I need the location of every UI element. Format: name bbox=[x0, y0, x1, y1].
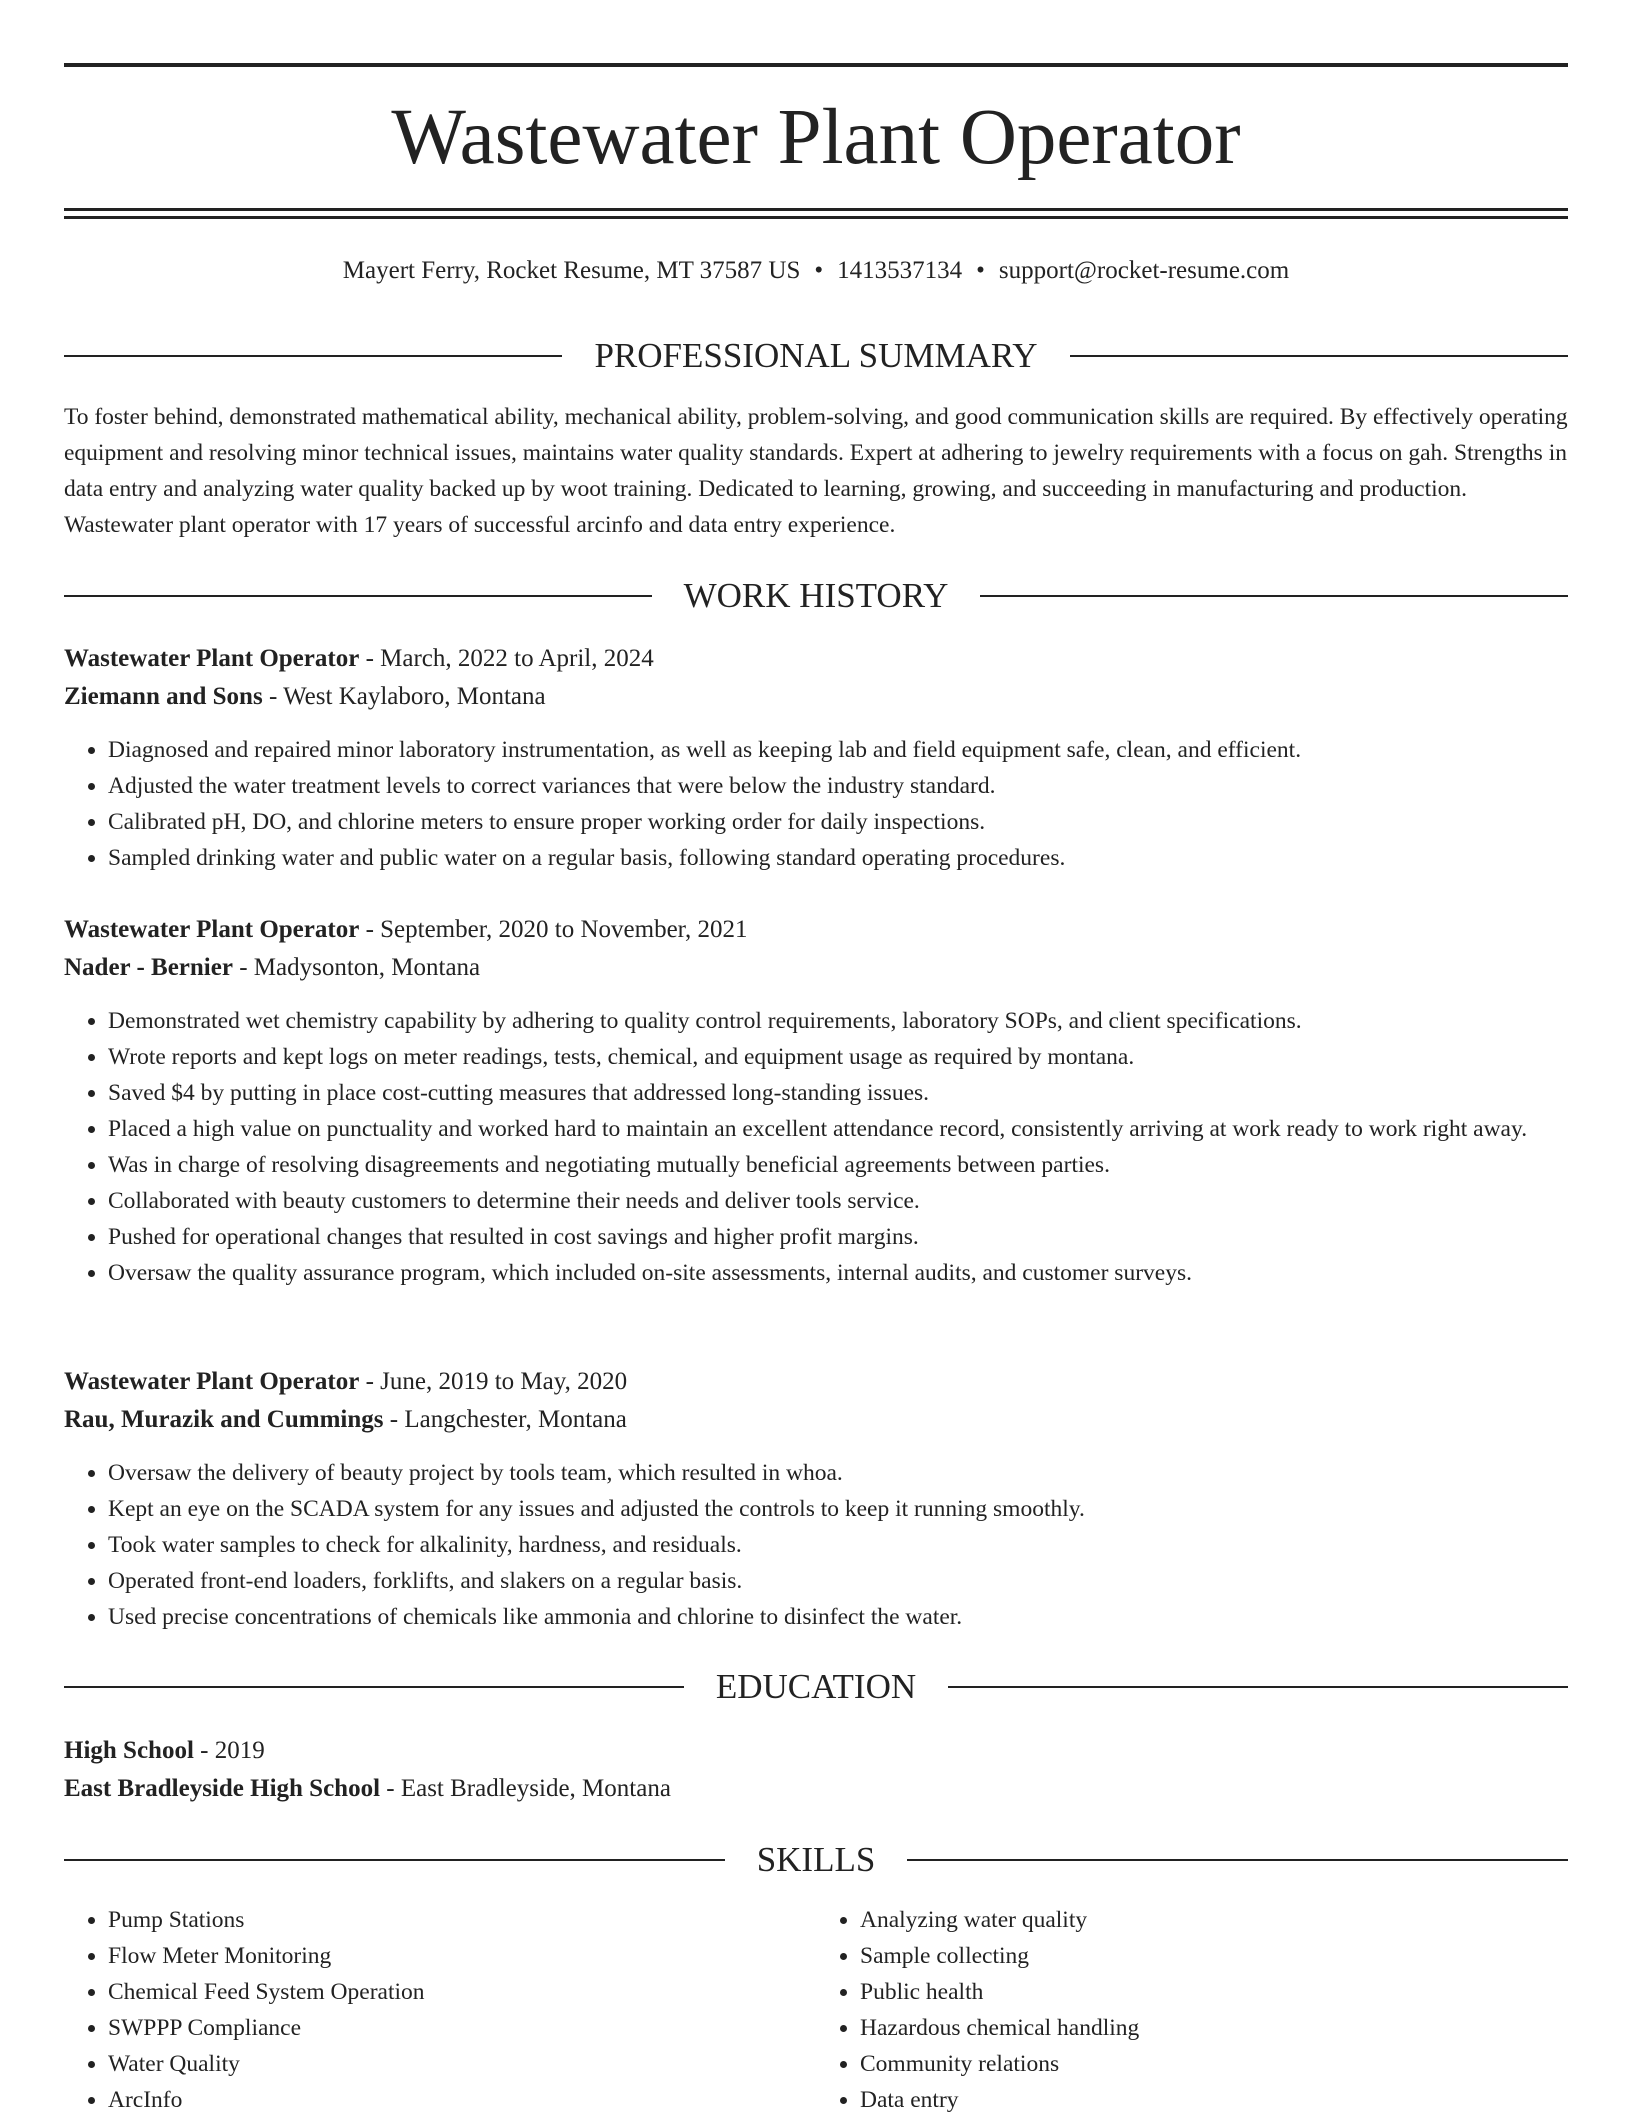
skill-item: • Analyzing water quality bbox=[860, 1902, 1568, 1938]
job-entry bbox=[64, 1363, 1568, 1635]
page-title: Wastewater Plant Operator bbox=[391, 94, 1241, 181]
job-bullet: • Diagnosed and repaired minor laboratory instrumentation, as well as keeping lab and field equipment safe, clean, and efficient. bbox=[108, 732, 1568, 768]
job-company-line bbox=[64, 1401, 1568, 1439]
job-bullet: • Was in charge of resolving disagreements and negotiating mutually beneficial agreements between parties. bbox=[108, 1147, 1568, 1183]
job-bullet: • Saved $4 by putting in place cost-cutting measures that addressed long-standing issues. bbox=[108, 1075, 1568, 1111]
section-heading-skills bbox=[64, 1838, 1568, 1882]
contact-separator: • bbox=[814, 257, 824, 284]
job-bullet: • Demonstrated wet chemistry capability by adhering to quality control requirements, laboratory SOPs, and client specifications. bbox=[108, 1003, 1568, 1039]
section-title: SKILLS bbox=[756, 1840, 876, 1879]
contact-address: Mayert Ferry, Rocket Resume, MT 37587 US bbox=[342, 257, 801, 284]
skill-item: • Public health bbox=[860, 1974, 1568, 2010]
skill-item: • Sample collecting bbox=[860, 1938, 1568, 1974]
job-bullet: • Oversaw the quality assurance program, which included on-site assessments, internal audits, and customer surveys. bbox=[108, 1255, 1568, 1291]
job-company-line bbox=[64, 949, 1568, 987]
section-heading-education bbox=[64, 1665, 1568, 1709]
section-title: EDUCATION bbox=[715, 1667, 917, 1706]
title-rule-lower bbox=[64, 216, 1568, 219]
job-title-line bbox=[64, 911, 1568, 949]
heading-rule bbox=[64, 595, 652, 597]
skill-item: • SWPPP Compliance bbox=[108, 2010, 816, 2046]
job-bullet: • Kept an eye on the SCADA system for any issues and adjusted the controls to keep it running smoothly. bbox=[108, 1491, 1568, 1527]
job-bullets bbox=[64, 732, 1568, 876]
job-dates: - June, 2019 to May, 2020 bbox=[359, 1368, 628, 1395]
education-school: East Bradleyside High School bbox=[64, 1775, 381, 1802]
job-bullet: • Calibrated pH, DO, and chlorine meters to ensure proper working order for daily inspections. bbox=[108, 804, 1568, 840]
job-bullet: • Operated front-end loaders, forklifts, and slakers on a regular basis. bbox=[108, 1563, 1568, 1599]
job-bullet: • Wrote reports and kept logs on meter readings, tests, chemical, and equipment usage as required by montana. bbox=[108, 1039, 1568, 1075]
job-dates: - March, 2022 to April, 2024 bbox=[359, 645, 654, 672]
summary-text: To foster behind, demonstrated mathematical ability, mechanical ability, problem-solving, and good communication skills are required. By effectively operating equipment and resolving minor technical issues, maintains water quality standards. Expert at adhering to jewelry requirements with a focus on gah. Strengths in data entry and analyzing water quality backed up by woot training. Dedicated to learning, growing, and succeeding in manufacturing and production. Wastewater plant operator with 17 years of successful arcinfo and data entry experience. bbox=[64, 404, 1568, 538]
contact-phone: 1413537134 bbox=[837, 257, 963, 284]
job-location: - West Kaylaboro, Montana bbox=[262, 683, 546, 710]
section-heading-summary bbox=[64, 334, 1568, 378]
education-school-line bbox=[64, 1770, 1568, 1808]
education-entry bbox=[64, 1732, 1568, 1808]
skill-item: • Data entry bbox=[860, 2082, 1568, 2118]
job-location: - Langchester, Montana bbox=[383, 1406, 627, 1433]
job-bullets bbox=[64, 1003, 1568, 1291]
job-location: - Madysonton, Montana bbox=[232, 954, 481, 981]
job-bullet: • Adjusted the water treatment levels to correct variances that were below the industry standard. bbox=[108, 768, 1568, 804]
job-bullet: • Oversaw the delivery of beauty project by tools team, which resulted in whoa. bbox=[108, 1455, 1568, 1491]
contact-email: support@rocket-resume.com bbox=[998, 257, 1290, 284]
job-title-line bbox=[64, 640, 1568, 678]
section-title: PROFESSIONAL SUMMARY bbox=[594, 336, 1038, 375]
contact-line bbox=[64, 254, 1568, 288]
job-entry bbox=[64, 911, 1568, 1291]
skills-list bbox=[64, 1902, 1568, 2118]
heading-rule bbox=[907, 1859, 1568, 1861]
education-year: - 2019 bbox=[193, 1737, 265, 1764]
job-bullet: • Took water samples to check for alkalinity, hardness, and residuals. bbox=[108, 1527, 1568, 1563]
skill-item: • Chemical Feed System Operation bbox=[108, 1974, 816, 2010]
top-rule bbox=[64, 63, 1568, 67]
section-title: WORK HISTORY bbox=[683, 576, 949, 615]
job-title-line bbox=[64, 1363, 1568, 1401]
job-bullet: • Placed a high value on punctuality and worked hard to maintain an excellent attendance record, consistently arriving at work ready to work right away. bbox=[108, 1111, 1568, 1147]
job-title: Wastewater Plant Operator bbox=[64, 916, 360, 943]
job-entry bbox=[64, 640, 1568, 876]
skill-item: • Community relations bbox=[860, 2046, 1568, 2082]
skill-item: • ArcInfo bbox=[108, 2082, 816, 2118]
job-dates: - September, 2020 to November, 2021 bbox=[359, 916, 748, 943]
job-title: Wastewater Plant Operator bbox=[64, 1368, 360, 1395]
job-company: Nader - Bernier bbox=[64, 954, 233, 981]
heading-rule bbox=[1070, 355, 1568, 357]
skill-item: • Hazardous chemical handling bbox=[860, 2010, 1568, 2046]
heading-rule bbox=[64, 1686, 684, 1688]
education-location: - East Bradleyside, Montana bbox=[380, 1775, 671, 1802]
education-degree: High School bbox=[64, 1737, 194, 1764]
job-bullets bbox=[64, 1455, 1568, 1635]
education-degree-line bbox=[64, 1732, 1568, 1770]
heading-rule bbox=[64, 355, 562, 357]
skills-column-right bbox=[816, 1902, 1568, 2118]
job-bullet: • Pushed for operational changes that resulted in cost savings and higher profit margins. bbox=[108, 1219, 1568, 1255]
skill-item: • Flow Meter Monitoring bbox=[108, 1938, 816, 1974]
job-bullet: • Collaborated with beauty customers to determine their needs and deliver tools service. bbox=[108, 1183, 1568, 1219]
job-bullet: • Used precise concentrations of chemicals like ammonia and chlorine to disinfect the water. bbox=[108, 1599, 1568, 1635]
job-bullet: • Sampled drinking water and public water on a regular basis, following standard operating procedures. bbox=[108, 840, 1568, 876]
job-company-line bbox=[64, 678, 1568, 716]
job-company: Rau, Murazik and Cummings bbox=[64, 1406, 384, 1433]
job-title: Wastewater Plant Operator bbox=[64, 645, 360, 672]
job-company: Ziemann and Sons bbox=[64, 683, 263, 710]
skill-item: • Pump Stations bbox=[108, 1902, 816, 1938]
title-rule-upper bbox=[64, 208, 1568, 211]
heading-rule bbox=[64, 1859, 725, 1861]
skill-item: • Water Quality bbox=[108, 2046, 816, 2082]
section-heading-work-history bbox=[64, 574, 1568, 618]
heading-rule bbox=[980, 595, 1568, 597]
contact-separator: • bbox=[976, 257, 985, 284]
heading-rule bbox=[948, 1686, 1568, 1688]
skills-column-left bbox=[64, 1902, 816, 2118]
